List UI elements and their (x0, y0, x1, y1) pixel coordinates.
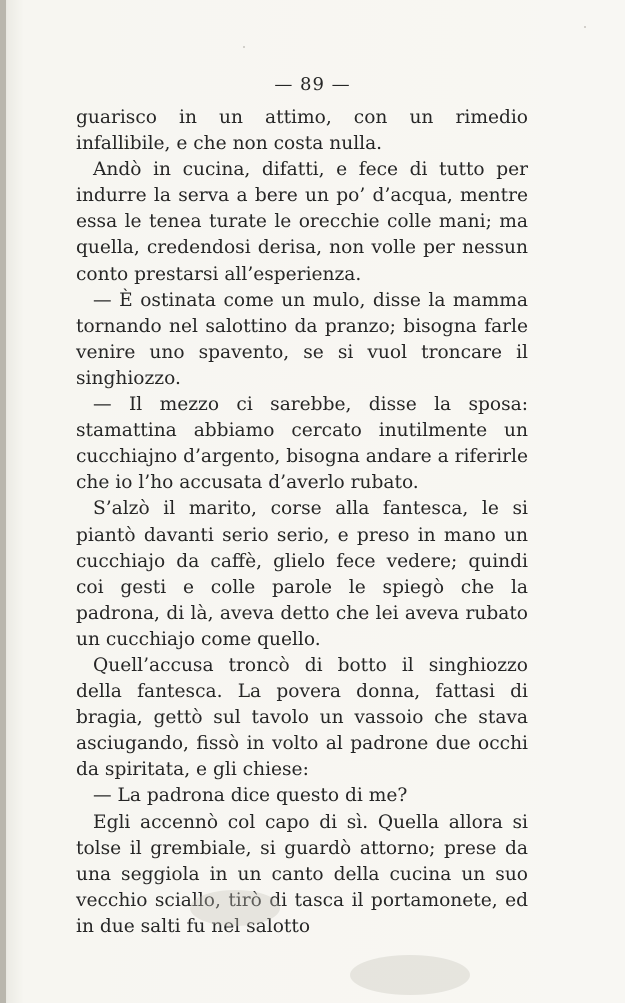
page-number: — 89 — (274, 74, 351, 95)
paragraph: guarisco in un attimo, con un rimedio infallibile, e che non costa nulla. (76, 107, 528, 155)
paper-speck (292, 275, 294, 277)
paper-speck (243, 46, 245, 48)
paper-smudge (190, 890, 280, 926)
paper-speck (584, 26, 586, 28)
paper-speck (330, 458, 333, 461)
dialogue-paragraph: — La padrona dice questo di me? (93, 785, 408, 807)
paragraph: Andò in cucina, difatti, e fece di tutto per indurre la serva a bere un po’ d’acqua, mentre essa le tenea turate le orecchie colle mani; ma quella, credendosi derisa, non volle per nessun conto prestarsi all’esperienza. (76, 159, 528, 285)
paper-smudge (350, 955, 470, 995)
paragraph: Quell’accusa troncò di botto il singhiozzo della fantesca. La povera donna, fattasi di bragia, gettò sul tavolo un vassoio che stava asciugando, fissò in volto al padrone due occhi da spiritata, e gli chiese: (76, 654, 528, 781)
paragraph: Egli accennò col capo di sì. Quella allora si tolse il grembiale, si guardò attorno; prese da una seggiola in un canto della cucina un suo vecchio sciallo, tirò di tasca il portamonete, ed in due salti fu nel salotto (76, 811, 528, 937)
dialogue-paragraph: — È ostinata come un mulo, disse la mamma tornando nel salottino da pranzo; bisogna farle venire uno spavento, se si vuol troncare il singhiozzo. (76, 289, 528, 389)
body-text (76, 105, 528, 940)
page-spine-shadow (0, 0, 6, 1003)
dialogue-paragraph: — Il mezzo ci sarebbe, disse la sposa: stamattina abbiamo cercato inutilmente un cucchiajno d’argento, bisogna andare a riferirle che io l’ho accusata d’averlo rubato. (76, 394, 528, 494)
paragraph: S’alzò il marito, corse alla fantesca, le si piantò davanti serio serio, e preso in mano un cucchiajo da caffè, glielo fece vedere; quindi coi gesti e colle parole le spiegò che la padrona, di là, aveva detto che lei aveva rubato un cucchiajo come quello. (76, 498, 528, 650)
